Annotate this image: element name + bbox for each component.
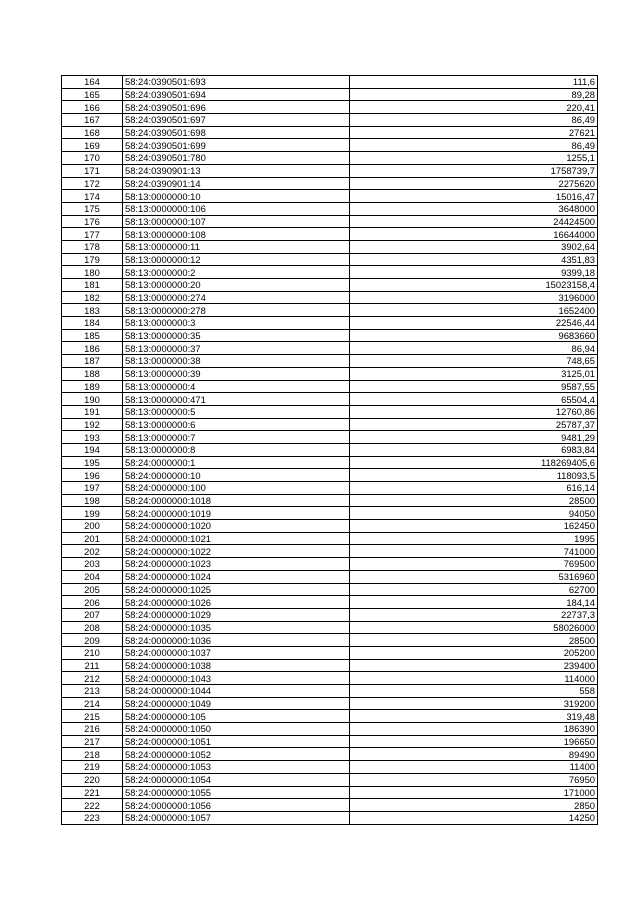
table-row: [62, 786, 598, 799]
cadastral-number-cell: 58:24:0000000:1054: [123, 773, 350, 786]
table-row: [62, 773, 598, 786]
table-row: [62, 443, 598, 456]
row-number-cell: 191: [62, 405, 123, 418]
value-cell: 15016,47: [350, 190, 598, 203]
value-cell: 15023158,4: [350, 279, 598, 292]
table-row: [62, 532, 598, 545]
cadastral-number-cell: 58:13:0000000:20: [123, 279, 350, 292]
value-cell: 3648000: [350, 202, 598, 215]
cadastral-number-cell: 58:24:0390501:698: [123, 126, 350, 139]
table-row: [62, 748, 598, 761]
cadastral-number-cell: 58:24:0390501:697: [123, 114, 350, 127]
row-number-cell: 198: [62, 494, 123, 507]
value-cell: 12760,86: [350, 405, 598, 418]
row-number-cell: 195: [62, 456, 123, 469]
table-row: [62, 710, 598, 723]
value-cell: 76950: [350, 773, 598, 786]
cadastral-number-cell: 58:24:0000000:1019: [123, 507, 350, 520]
cadastral-number-cell: 58:24:0000000:1037: [123, 646, 350, 659]
value-cell: 205200: [350, 646, 598, 659]
value-cell: 748,65: [350, 355, 598, 368]
row-number-cell: 203: [62, 558, 123, 571]
table-row: [62, 799, 598, 812]
cadastral-number-cell: 58:24:0000000:1038: [123, 659, 350, 672]
table-row: [62, 126, 598, 139]
table-row: [62, 355, 598, 368]
value-cell: 14250: [350, 811, 598, 824]
value-cell: 162450: [350, 520, 598, 533]
cadastral-number-cell: 58:24:0000000:1056: [123, 799, 350, 812]
value-cell: 1255,1: [350, 152, 598, 165]
cadastral-number-cell: 58:13:0000000:37: [123, 342, 350, 355]
cadastral-number-cell: 58:13:0000000:39: [123, 367, 350, 380]
cadastral-number-cell: 58:24:0000000:1018: [123, 494, 350, 507]
table-row: [62, 139, 598, 152]
cadastral-number-cell: 58:24:0000000:105: [123, 710, 350, 723]
table-row: [62, 253, 598, 266]
value-cell: 769500: [350, 558, 598, 571]
row-number-cell: 179: [62, 253, 123, 266]
row-number-cell: 184: [62, 317, 123, 330]
table-row: [62, 342, 598, 355]
table-row: [62, 190, 598, 203]
table-row: [62, 202, 598, 215]
cadastral-number-cell: 58:13:0000000:6: [123, 418, 350, 431]
cadastral-number-cell: 58:13:0000000:274: [123, 291, 350, 304]
row-number-cell: 202: [62, 545, 123, 558]
cadastral-number-cell: 58:24:0000000:1052: [123, 748, 350, 761]
row-number-cell: 181: [62, 279, 123, 292]
value-cell: 2850: [350, 799, 598, 812]
row-number-cell: 177: [62, 228, 123, 241]
value-cell: 5316960: [350, 570, 598, 583]
table-row: [62, 723, 598, 736]
cadastral-number-cell: 58:13:0000000:278: [123, 304, 350, 317]
row-number-cell: 210: [62, 646, 123, 659]
row-number-cell: 168: [62, 126, 123, 139]
row-number-cell: 190: [62, 393, 123, 406]
row-number-cell: 200: [62, 520, 123, 533]
table-row: [62, 583, 598, 596]
cadastral-number-cell: 58:13:0000000:10: [123, 190, 350, 203]
row-number-cell: 170: [62, 152, 123, 165]
table-row: [62, 570, 598, 583]
row-number-cell: 216: [62, 723, 123, 736]
value-cell: 114000: [350, 672, 598, 685]
cadastral-number-cell: 58:24:0000000:1024: [123, 570, 350, 583]
value-cell: 9587,55: [350, 380, 598, 393]
table-row: [62, 329, 598, 342]
row-number-cell: 219: [62, 761, 123, 774]
table-row: [62, 291, 598, 304]
cadastral-number-cell: 58:13:0000000:12: [123, 253, 350, 266]
row-number-cell: 223: [62, 811, 123, 824]
table-row: [62, 240, 598, 253]
row-number-cell: 164: [62, 76, 123, 89]
value-cell: 58026000: [350, 621, 598, 634]
value-cell: 28500: [350, 494, 598, 507]
value-cell: 196650: [350, 735, 598, 748]
row-number-cell: 214: [62, 697, 123, 710]
row-number-cell: 172: [62, 177, 123, 190]
value-cell: 239400: [350, 659, 598, 672]
table-row: [62, 685, 598, 698]
row-number-cell: 180: [62, 266, 123, 279]
cadastral-number-cell: 58:24:0000000:1044: [123, 685, 350, 698]
cadastral-number-cell: 58:24:0390901:14: [123, 177, 350, 190]
cadastral-number-cell: 58:24:0000000:1043: [123, 672, 350, 685]
table-row: [62, 88, 598, 101]
value-cell: 184,14: [350, 596, 598, 609]
table-row: [62, 646, 598, 659]
cadastral-number-cell: 58:24:0000000:1051: [123, 735, 350, 748]
value-cell: 62700: [350, 583, 598, 596]
table-row: [62, 558, 598, 571]
row-number-cell: 187: [62, 355, 123, 368]
cadastral-number-cell: 58:13:0000000:7: [123, 431, 350, 444]
table-row: [62, 456, 598, 469]
cadastral-number-cell: 58:13:0000000:11: [123, 240, 350, 253]
table-row: [62, 177, 598, 190]
table-row: [62, 697, 598, 710]
row-number-cell: 175: [62, 202, 123, 215]
row-number-cell: 166: [62, 101, 123, 114]
cadastral-number-cell: 58:24:0000000:1050: [123, 723, 350, 736]
row-number-cell: 212: [62, 672, 123, 685]
table-row: [62, 761, 598, 774]
table-row: [62, 494, 598, 507]
table-row: [62, 545, 598, 558]
table-row: [62, 507, 598, 520]
value-cell: 89490: [350, 748, 598, 761]
value-cell: 741000: [350, 545, 598, 558]
table-row: [62, 596, 598, 609]
value-cell: 22546,44: [350, 317, 598, 330]
row-number-cell: 186: [62, 342, 123, 355]
row-number-cell: 197: [62, 482, 123, 495]
table-row: [62, 152, 598, 165]
value-cell: 3125,01: [350, 367, 598, 380]
cadastral-table: [61, 75, 598, 825]
value-cell: 86,94: [350, 342, 598, 355]
value-cell: 9399,18: [350, 266, 598, 279]
cadastral-number-cell: 58:24:0000000:1022: [123, 545, 350, 558]
value-cell: 6983,84: [350, 443, 598, 456]
cadastral-number-cell: 58:24:0000000:1023: [123, 558, 350, 571]
cadastral-number-cell: 58:24:0000000:1055: [123, 786, 350, 799]
cadastral-number-cell: 58:24:0000000:100: [123, 482, 350, 495]
value-cell: 86,49: [350, 114, 598, 127]
table-row: [62, 482, 598, 495]
cadastral-number-cell: 58:24:0390901:13: [123, 164, 350, 177]
value-cell: 9683660: [350, 329, 598, 342]
cadastral-number-cell: 58:24:0390501:780: [123, 152, 350, 165]
cadastral-number-cell: 58:24:0390501:699: [123, 139, 350, 152]
row-number-cell: 174: [62, 190, 123, 203]
row-number-cell: 220: [62, 773, 123, 786]
value-cell: 27621: [350, 126, 598, 139]
row-number-cell: 196: [62, 469, 123, 482]
cadastral-number-cell: 58:24:0000000:1026: [123, 596, 350, 609]
cadastral-number-cell: 58:24:0000000:1035: [123, 621, 350, 634]
row-number-cell: 211: [62, 659, 123, 672]
table-row: [62, 672, 598, 685]
table-row: [62, 469, 598, 482]
table-row: [62, 393, 598, 406]
cadastral-number-cell: 58:24:0000000:1053: [123, 761, 350, 774]
table-row: [62, 215, 598, 228]
cadastral-number-cell: 58:13:0000000:4: [123, 380, 350, 393]
value-cell: 2275620: [350, 177, 598, 190]
table-row: [62, 367, 598, 380]
table-row: [62, 228, 598, 241]
cadastral-number-cell: 58:24:0000000:1049: [123, 697, 350, 710]
cadastral-number-cell: 58:24:0000000:1021: [123, 532, 350, 545]
row-number-cell: 204: [62, 570, 123, 583]
table-row: [62, 380, 598, 393]
row-number-cell: 217: [62, 735, 123, 748]
value-cell: 3902,64: [350, 240, 598, 253]
value-cell: 25787,37: [350, 418, 598, 431]
cadastral-number-cell: 58:24:0000000:10: [123, 469, 350, 482]
row-number-cell: 185: [62, 329, 123, 342]
value-cell: 220,41: [350, 101, 598, 114]
value-cell: 1652400: [350, 304, 598, 317]
table-row: [62, 405, 598, 418]
value-cell: 94050: [350, 507, 598, 520]
row-number-cell: 218: [62, 748, 123, 761]
row-number-cell: 199: [62, 507, 123, 520]
table-row: [62, 76, 598, 89]
row-number-cell: 178: [62, 240, 123, 253]
row-number-cell: 205: [62, 583, 123, 596]
table-row: [62, 317, 598, 330]
value-cell: 3196000: [350, 291, 598, 304]
row-number-cell: 169: [62, 139, 123, 152]
value-cell: 319200: [350, 697, 598, 710]
table-body: [62, 76, 598, 825]
row-number-cell: 188: [62, 367, 123, 380]
cadastral-number-cell: 58:13:0000000:35: [123, 329, 350, 342]
cadastral-number-cell: 58:13:0000000:108: [123, 228, 350, 241]
row-number-cell: 221: [62, 786, 123, 799]
cadastral-number-cell: 58:13:0000000:3: [123, 317, 350, 330]
table-row: [62, 304, 598, 317]
table-row: [62, 279, 598, 292]
row-number-cell: 201: [62, 532, 123, 545]
cadastral-number-cell: 58:13:0000000:5: [123, 405, 350, 418]
cadastral-number-cell: 58:24:0000000:1057: [123, 811, 350, 824]
table-row: [62, 418, 598, 431]
cadastral-number-cell: 58:24:0390501:693: [123, 76, 350, 89]
table-row: [62, 608, 598, 621]
table-row: [62, 164, 598, 177]
cadastral-number-cell: 58:13:0000000:8: [123, 443, 350, 456]
table-row: [62, 659, 598, 672]
row-number-cell: 171: [62, 164, 123, 177]
cadastral-number-cell: 58:24:0390501:694: [123, 88, 350, 101]
value-cell: 1995: [350, 532, 598, 545]
cadastral-number-cell: 58:24:0000000:1020: [123, 520, 350, 533]
row-number-cell: 193: [62, 431, 123, 444]
cadastral-number-cell: 58:24:0000000:1029: [123, 608, 350, 621]
row-number-cell: 182: [62, 291, 123, 304]
value-cell: 186390: [350, 723, 598, 736]
row-number-cell: 206: [62, 596, 123, 609]
value-cell: 22737,3: [350, 608, 598, 621]
cadastral-number-cell: 58:13:0000000:38: [123, 355, 350, 368]
row-number-cell: 192: [62, 418, 123, 431]
row-number-cell: 176: [62, 215, 123, 228]
row-number-cell: 209: [62, 634, 123, 647]
cadastral-number-cell: 58:24:0000000:1036: [123, 634, 350, 647]
value-cell: 111,6: [350, 76, 598, 89]
value-cell: 558: [350, 685, 598, 698]
value-cell: 11400: [350, 761, 598, 774]
value-cell: 319,48: [350, 710, 598, 723]
value-cell: 28500: [350, 634, 598, 647]
value-cell: 9481,29: [350, 431, 598, 444]
row-number-cell: 207: [62, 608, 123, 621]
table-row: [62, 266, 598, 279]
table-row: [62, 431, 598, 444]
value-cell: 1758739,7: [350, 164, 598, 177]
cadastral-number-cell: 58:13:0000000:2: [123, 266, 350, 279]
cadastral-number-cell: 58:24:0000000:1: [123, 456, 350, 469]
value-cell: 89,28: [350, 88, 598, 101]
row-number-cell: 208: [62, 621, 123, 634]
cadastral-number-cell: 58:13:0000000:107: [123, 215, 350, 228]
value-cell: 171000: [350, 786, 598, 799]
cadastral-number-cell: 58:24:0390501:696: [123, 101, 350, 114]
row-number-cell: 167: [62, 114, 123, 127]
value-cell: 4351,83: [350, 253, 598, 266]
row-number-cell: 194: [62, 443, 123, 456]
row-number-cell: 183: [62, 304, 123, 317]
row-number-cell: 215: [62, 710, 123, 723]
table-row: [62, 621, 598, 634]
value-cell: 118269405,6: [350, 456, 598, 469]
value-cell: 86,49: [350, 139, 598, 152]
table-row: [62, 520, 598, 533]
value-cell: 616,14: [350, 482, 598, 495]
row-number-cell: 213: [62, 685, 123, 698]
table-row: [62, 101, 598, 114]
table-row: [62, 114, 598, 127]
value-cell: 24424500: [350, 215, 598, 228]
row-number-cell: 189: [62, 380, 123, 393]
cadastral-number-cell: 58:24:0000000:1025: [123, 583, 350, 596]
table-row: [62, 634, 598, 647]
cadastral-number-cell: 58:13:0000000:471: [123, 393, 350, 406]
cadastral-number-cell: 58:13:0000000:106: [123, 202, 350, 215]
table-row: [62, 735, 598, 748]
row-number-cell: 222: [62, 799, 123, 812]
value-cell: 65504,4: [350, 393, 598, 406]
row-number-cell: 165: [62, 88, 123, 101]
table-row: [62, 811, 598, 824]
value-cell: 16644000: [350, 228, 598, 241]
value-cell: 118093,5: [350, 469, 598, 482]
